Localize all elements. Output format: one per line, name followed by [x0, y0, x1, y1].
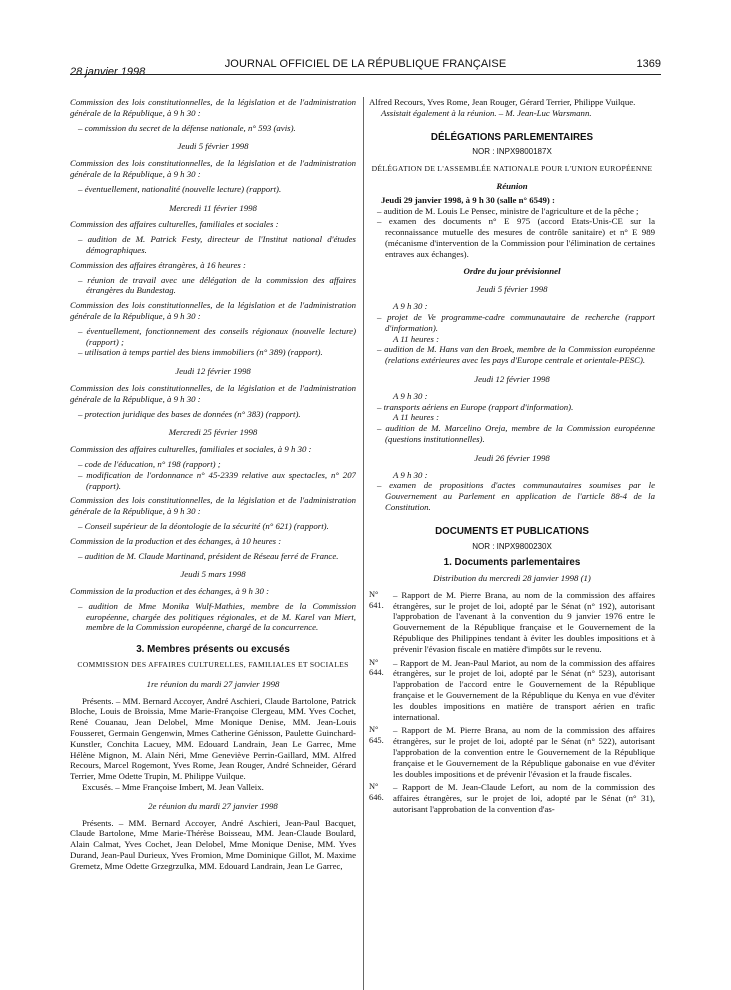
reunion-heading: 2e réunion du mardi 27 janvier 1998 [148, 800, 278, 811]
agenda-item: – projet de Ve programme-cadre communautaire de recherche (rapport d'information). [377, 311, 655, 333]
members-excused: Excusés. – Mme Françoise Imbert, M. Jean Valleix. [82, 782, 264, 793]
nor-reference: NOR : INPX9800187X [472, 147, 552, 157]
right-column [369, 97, 655, 959]
nor-reference: NOR : INPX9800230X [472, 541, 552, 551]
document-text: – Rapport de M. Jean-Claude Lefort, au nom de la commission des affaires étrangères, sur le projet de loi, adopté par le Sénat (n° 31), autorisant l'approbation de la convention d'as- [393, 782, 655, 815]
header-rule [70, 74, 661, 75]
agenda-item: – modification de l'ordonnance n° 45-2339 relative aux spectacles, n° 207 (rapport). [78, 469, 356, 491]
members-continued: Alfred Recours, Yves Rome, Jean Rouger, Gérard Terrier, Philippe Vuilque. [369, 97, 636, 107]
agenda-item: – réunion de travail avec une délégation de la commission des affaires étrangères du Bundestag. [78, 274, 356, 296]
document-entry [369, 590, 655, 655]
agenda-date: Jeudi 5 février 1998 [177, 141, 249, 152]
document-entry [369, 782, 655, 814]
agenda-date: Jeudi 5 mars 1998 [180, 569, 246, 580]
commission-entry: Commission de la production et des échanges, à 10 heures : [70, 535, 282, 546]
time-slot: A 9 h 30 : [393, 469, 428, 480]
reunion-label: Réunion [496, 180, 528, 191]
delegation-name: DÉLÉGATION DE L'ASSEMBLÉE NATIONALE POUR L'UNION EUROPÉENNE [371, 164, 653, 174]
agenda-item: – audition de M. Patrick Festy, directeur de l'Institut national d'études démographiques. [78, 234, 356, 255]
distribution-line: Distribution du mercredi 28 janvier 1998 (1) [433, 573, 591, 584]
commission-entry: Commission des lois constitutionnelles, de la législation et de l'administration générale de la République, à 9 h 30 : [70, 158, 356, 179]
provisional-agenda-heading: Ordre du jour prévisionnel [463, 265, 561, 276]
section-heading: DOCUMENTS ET PUBLICATIONS [435, 525, 589, 537]
agenda-item: – audition de M. Claude Martinand, président de Réseau ferré de France. [78, 550, 339, 561]
agenda-item: – utilisation à temps partiel des biens immobiliers (n° 389) (rapport). [78, 347, 323, 358]
time-slot: A 11 heures : [393, 333, 440, 344]
time-slot: A 9 h 30 : [393, 390, 428, 401]
journal-title: JOURNAL OFFICIEL DE LA RÉPUBLIQUE FRANÇAISE [224, 58, 507, 70]
commission-entry: Commission des affaires culturelles, familiales et sociales : [70, 219, 279, 230]
commission-entry: Commission des lois constitutionnelles, de la législation et de l'administration générale de la République, à 9 h 30 : [70, 495, 356, 517]
agenda-item: – commission du secret de la défense nationale, n° 593 (avis). [78, 122, 296, 133]
agenda-date: Mercredi 25 février 1998 [168, 427, 258, 438]
document-entry [369, 725, 655, 779]
commission-entry: Commission des affaires étrangères, à 16 heures : [70, 259, 246, 270]
column-divider [363, 97, 364, 990]
document-number: N° 641. [369, 589, 384, 610]
page-number: 1369 [636, 58, 661, 70]
subsection-heading: 1. Documents parlementaires [443, 557, 581, 569]
commission-entry: Commission des lois constitutionnelles, de la législation et de l'administration générale de la République, à 9 h 30 : [70, 300, 356, 321]
agenda-item: – éventuellement, fonctionnement des conseils régionaux (nouvelle lecture) (rapport) ; [78, 325, 356, 347]
commission-entry: Commission des lois constitutionnelles, de la législation et de l'administration générale de la République, à 9 h 30 : [70, 382, 356, 404]
commission-entry: Commission des affaires culturelles, familiales et sociales, à 9 h 30 : [70, 444, 312, 455]
agenda-item: – Conseil supérieur de la déontologie de la sécurité (n° 621) (rapport). [78, 520, 329, 531]
document-entry [369, 658, 655, 723]
meeting-date: Jeudi 29 janvier 1998, à 9 h 30 (salle n° 6549) : [381, 194, 555, 205]
members-present: Présents. – MM. Bernard Accoyer, André Aschieri, Jean-Paul Bacquet, Claude Bartolone, Mme Marie-Thérèse Boisseau, MM. Jean-Claude Boulard, Alain Calmat, Yves Cochet, Jean Delobel, Mme Monique Denise, MM. Yves Durand, Jean-Paul Durieux, Yves Fromion, Mme Dominique Gillot, M. Maxime Gremetz, Mme Odette Grzegrzulka, MM. Edouard Landrain, Jean Le Garrec, [70, 817, 356, 871]
agenda-date: Jeudi 5 février 1998 [476, 284, 548, 295]
document-text: – Rapport de M. Jean-Paul Mariot, au nom de la commission des affaires étrangères, sur le projet de loi, adopté par le Sénat (n° 523), autorisant l'approbation de l'accord entre le Gouvernement de la République française et le Gouvernement de la République du Kenya en vue d'éviter les doubles impositions en matière de transport aérien en trafic international. [393, 657, 655, 722]
agenda-date: Jeudi 12 février 1998 [175, 366, 251, 377]
document-number: N° 644. [369, 657, 384, 678]
agenda-date: Jeudi 12 février 1998 [474, 373, 550, 384]
members-present: Présents. – MM. Bernard Accoyer, André Aschieri, Claude Bartolone, Patrick Bloche, Louis de Broissia, Mme Marie-Françoise Clergeau, MM. Yves Cochet, René Couanau, Jean Delobel, Mme Monique Denise, MM. Jean-Louis Fousseret, Germain Gengenwin, Mmes Catherine Génisson, Paulette Guinchard-Kunstler, Conchita Lacuey, MM. Edouard Landrain, Jean Le Garrec, Mme Hélène Mignon, M. Alain Néri, Mme Geneviève Perrin-Gaillard, MM. Alfred Recours, Marcel Rogemont, Yves Rome, Jean Rouger, André Schneider, Gérard Terrier, Mme Odette Trupin, M. Philippe Vuilque. [70, 695, 356, 782]
section-heading: 3. Membres présents ou excusés [136, 644, 290, 656]
agenda-item: – protection juridique des bases de données (n° 383) (rapport). [78, 408, 301, 419]
agenda-item: – audition de M. Louis Le Pensec, ministre de l'agriculture et de la pêche ; [377, 205, 639, 216]
agenda-date: Jeudi 26 février 1998 [474, 452, 550, 463]
document-text: – Rapport de M. Pierre Brana, au nom de la commission des affaires étrangères, sur le projet de loi, adopté par le Sénat (n° 192), autorisant l'approbation de l'avenant à la convention du 9 janvier 1976 entre le Gouvernement de la République française et le Gouvernement de la République des Philippines tendant à éviter les doubles impositions et à prévenir l'évasion fiscale en matière d'impôts sur le revenu. [393, 589, 655, 654]
agenda-item: – audition de Mme Monika Wulf-Mathies, membre de la Commission européenne, chargée des politiques régionales, et de M. Karel van Miert, membre de la Commission européenne, chargé de la concurrence. [78, 600, 356, 633]
reunion-heading: 1re réunion du mardi 27 janvier 1998 [146, 678, 280, 689]
time-slot: A 9 h 30 : [393, 301, 428, 312]
commission-entry: Commission des lois constitutionnelles, de la législation et de l'administration générale de la République, à 9 h 30 : [70, 97, 356, 118]
document-number: N° 646. [369, 782, 384, 803]
assistait-line: Assistait également à la réunion. – M. Jean-Luc Warsmann. [381, 107, 592, 118]
commission-entry: Commission de la production et des échanges, à 9 h 30 : [70, 586, 270, 597]
agenda-item: – audition de M. Hans van den Broek, membre de la Commission européenne (relations extérieures avec les pays d'Europe centrale et orientale-PESC). [377, 344, 655, 366]
document-number: N° 645. [369, 725, 384, 746]
agenda-item: – examen de propositions d'actes communautaires soumises par le Gouvernement au Parlement en application de l'article 88-4 de la Constitution. [377, 480, 655, 512]
header-date: 28 janvier 1998 [70, 66, 146, 78]
agenda-date: Mercredi 11 février 1998 [169, 202, 257, 213]
agenda-item: – code de l'éducation, n° 198 (rapport) ; [78, 458, 221, 469]
agenda-item: – examen des documents n° E 975 (accord Etats-Unis-CE sur la reconnaissance mutuelle des mesures de contrôle sanitaire) et n° E 989 (mécanisme d'intervention de la Commission pour l'élimination de certaines entraves aux échanges). [377, 216, 655, 259]
document-text: – Rapport de M. Pierre Brana, au nom de la commission des affaires étrangères, sur le projet de loi, adopté par le Sénat (n° 522), autorisant l'approbation de la convention entre le Gouvernement de la République française et le Gouvernement de la République gabonaise en vue d'éviter les doubles impositions et de prévenir l'évasion et la fraude fiscales. [393, 725, 655, 779]
agenda-item: – transports aériens en Europe (rapport d'information). [377, 401, 574, 412]
agenda-item: – éventuellement, nationalité (nouvelle lecture) (rapport). [78, 183, 282, 194]
time-slot: A 11 heures : [393, 412, 440, 423]
commission-name: COMMISSION DES AFFAIRES CULTURELLES, FAMILIALES ET SOCIALES [77, 660, 349, 670]
section-heading: DÉLÉGATIONS PARLEMENTAIRES [430, 131, 594, 143]
left-column [70, 97, 356, 959]
agenda-item: – audition de M. Marcelino Oreja, membre de la Commission européenne (questions institutionnelles). [377, 423, 655, 444]
page-header [70, 58, 661, 78]
